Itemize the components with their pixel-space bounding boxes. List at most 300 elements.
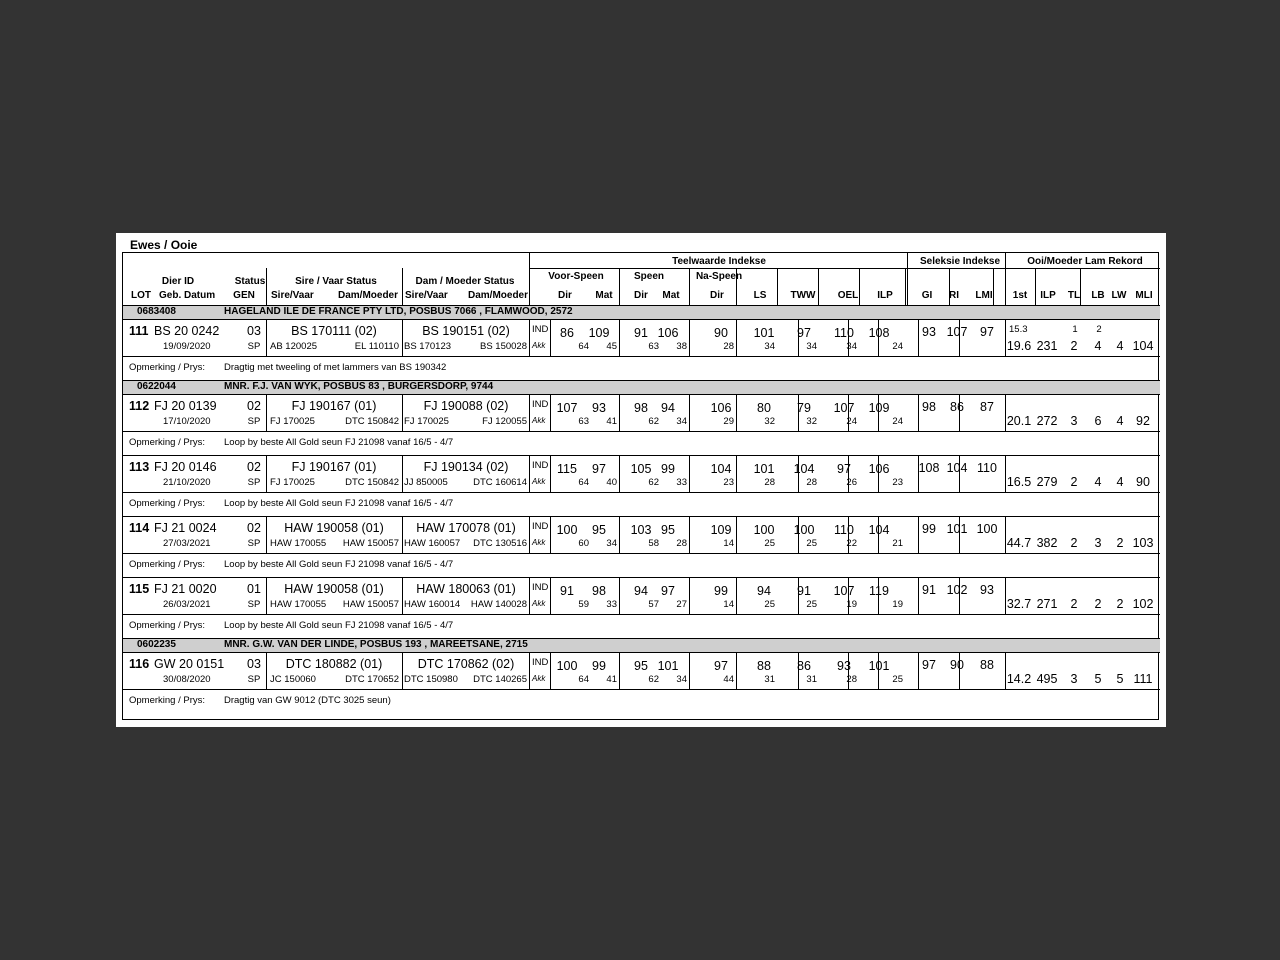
sp-mat-header: Mat — [662, 290, 680, 301]
remark-text: Loop by beste All Gold seun FJ 21098 vanaf 16/5 - 4/7 — [224, 559, 454, 570]
oel-value: 107 — [833, 584, 855, 598]
sp-mat-accuracy: 27 — [676, 599, 687, 610]
ls-value: 80 — [757, 401, 771, 415]
akk-label: Akk — [532, 538, 546, 547]
sire-id: HAW 190058 (01) — [284, 582, 384, 596]
voor-speen-header: Voor-Speen — [548, 271, 604, 282]
vs-dir-value: 91 — [560, 584, 574, 598]
mli-value: 92 — [1136, 414, 1150, 428]
dam-id: FJ 190088 (02) — [423, 399, 509, 413]
na-dir-value: 97 — [714, 659, 728, 673]
lot-number: 112 — [129, 399, 150, 413]
dam-sire-id: HAW 160057 — [404, 538, 461, 549]
column-line — [918, 319, 919, 356]
column-line — [266, 394, 267, 431]
lw-value: 5 — [1116, 672, 1124, 686]
dier-id-header: Dier ID — [161, 276, 195, 287]
column-line — [550, 577, 551, 614]
sire-dam-id: HAW 150057 — [342, 538, 399, 549]
lmi-value: 93 — [980, 583, 994, 597]
sp-dir-value: 94 — [634, 584, 648, 598]
column-line — [619, 516, 620, 553]
tww-value: 86 — [797, 659, 811, 673]
generation: 01 — [247, 582, 261, 596]
na-dir-value: 109 — [710, 523, 732, 537]
mli-value: 102 — [1132, 597, 1154, 611]
sp-dir-accuracy: 58 — [648, 538, 659, 549]
sp-dir-value: 91 — [634, 326, 648, 340]
dam-id: HAW 180063 (01) — [416, 582, 516, 596]
column-line — [619, 268, 620, 305]
sire-dam-id: EL 110110 — [354, 341, 399, 352]
sp-dir-value: 105 — [630, 462, 652, 476]
sp-mat-accuracy: 34 — [676, 416, 687, 427]
column-line — [402, 319, 403, 356]
ooi-ilp-value: 382 — [1036, 536, 1058, 550]
sire-sire-id: HAW 170055 — [270, 599, 327, 610]
seleksie-header: Seleksie Indekse — [919, 256, 1001, 267]
first-value: 44.7 — [1006, 536, 1032, 550]
remark-text: Loop by beste All Gold seun FJ 21098 vanaf 16/5 - 4/7 — [224, 620, 454, 631]
tww-accuracy: 25 — [806, 599, 817, 610]
column-line — [529, 253, 530, 305]
ilp-accuracy: 24 — [892, 341, 903, 352]
dam-dam-id: FJ 120055 — [482, 416, 527, 427]
sire-dam-id: HAW 150057 — [342, 599, 399, 610]
vs-mat-accuracy: 40 — [606, 477, 617, 488]
column-line — [266, 516, 267, 553]
dier-id: FJ 20 0139 — [154, 399, 217, 413]
tww-value: 97 — [797, 326, 811, 340]
column-line — [736, 394, 737, 431]
column-line — [266, 652, 267, 689]
mli-value: 104 — [1132, 339, 1154, 353]
lmi-value: 100 — [976, 522, 998, 536]
owner-name: HAGELAND ILE DE FRANCE PTY LTD, POSBUS 7066 , FLAMWOOD, 2572 — [224, 306, 573, 317]
ri-header: RI — [949, 290, 959, 301]
column-line — [529, 577, 530, 614]
owner-code: 0602235 — [137, 639, 176, 650]
sp-dir-accuracy: 62 — [648, 477, 659, 488]
akk-label: Akk — [532, 416, 546, 425]
birth-date: 30/08/2020 — [163, 674, 211, 685]
remark-label: Opmerking / Prys: — [129, 498, 206, 509]
vs-dir-accuracy: 60 — [578, 538, 589, 549]
ilp-accuracy: 19 — [892, 599, 903, 610]
lb-value: 3 — [1094, 536, 1102, 550]
dam-status-header: Dam / Moeder Status — [415, 276, 515, 287]
vs-mat-value: 99 — [592, 659, 606, 673]
birth-date: 21/10/2020 — [163, 477, 211, 488]
column-line — [1080, 268, 1081, 305]
column-line — [619, 319, 620, 356]
sire-dam-id: DTC 170652 — [345, 674, 399, 685]
status-code: SP — [247, 674, 261, 685]
column-line — [736, 652, 737, 689]
remark-label: Opmerking / Prys: — [129, 362, 206, 373]
column-line — [907, 253, 908, 305]
sire-dam-id: DTC 150842 — [345, 416, 399, 427]
ewes-table — [122, 252, 1159, 720]
mli-value: 90 — [1136, 475, 1150, 489]
vs-dir-accuracy: 64 — [578, 674, 589, 685]
gen-header: GEN — [233, 290, 255, 301]
teelwaarde-header: Teelwaarde Indekse — [672, 256, 766, 267]
akk-label: Akk — [532, 674, 546, 683]
lw-value: 2 — [1116, 597, 1124, 611]
vs-mat-accuracy: 34 — [606, 538, 617, 549]
ls-accuracy: 25 — [764, 538, 775, 549]
column-line — [529, 652, 530, 689]
gi-value: 97 — [922, 658, 936, 672]
sire-id: FJ 190167 (01) — [291, 460, 377, 474]
column-line — [918, 577, 919, 614]
first-header: 1st — [1012, 290, 1028, 301]
gi-value: 93 — [922, 325, 936, 339]
birth-date: 27/03/2021 — [163, 538, 211, 549]
sire-id: HAW 190058 (01) — [284, 521, 384, 535]
rule-line — [529, 268, 1160, 269]
vs-dir-header: Dir — [558, 290, 572, 301]
page-title: Ewes / Ooie — [130, 238, 198, 252]
dam-dam-moeder-header: Dam/Moeder — [468, 290, 529, 301]
remark-text: Dragtig van GW 9012 (DTC 3025 seun) — [224, 695, 391, 706]
vs-mat-value: 93 — [592, 401, 606, 415]
ilp-value: 104 — [868, 523, 890, 537]
dam-id: BS 190151 (02) — [422, 324, 510, 338]
column-line — [402, 652, 403, 689]
vs-dir-value: 100 — [556, 659, 578, 673]
lmi-value: 110 — [977, 461, 997, 475]
na-dir-value: 104 — [710, 462, 732, 476]
tl-value: 2 — [1070, 597, 1078, 611]
ri-value: 107 — [946, 325, 968, 339]
na-dir-header: Dir — [710, 290, 724, 301]
tww-accuracy: 28 — [806, 477, 817, 488]
na-dir-value: 99 — [714, 584, 728, 598]
dam-dam-id: DTC 130516 — [473, 538, 527, 549]
ooi-ilp-value: 231 — [1036, 339, 1058, 353]
vs-mat-accuracy: 41 — [606, 416, 617, 427]
first-value: 32.7 — [1006, 597, 1032, 611]
dier-id: FJ 20 0146 — [154, 460, 217, 474]
ooi-ilp-value: 495 — [1036, 672, 1058, 686]
sire-id: DTC 180882 (01) — [285, 657, 383, 671]
column-line — [550, 516, 551, 553]
column-line — [993, 268, 994, 305]
vs-mat-value: 109 — [588, 326, 610, 340]
lot-number: 111 — [129, 324, 149, 338]
column-line — [619, 652, 620, 689]
oel-value: 97 — [837, 462, 851, 476]
vs-mat-value: 97 — [592, 462, 606, 476]
column-line — [918, 394, 919, 431]
ilp-value: 106 — [868, 462, 890, 476]
oel-accuracy: 26 — [846, 477, 857, 488]
sire-sire-id: AB 120025 — [270, 341, 318, 352]
ilp-accuracy: 21 — [892, 538, 903, 549]
ls-accuracy: 28 — [764, 477, 775, 488]
generation: 03 — [247, 657, 261, 671]
column-line — [818, 268, 819, 305]
vs-mat-header: Mat — [595, 290, 613, 301]
tl-value: 2 — [1070, 339, 1078, 353]
ooi-ilp-value: 271 — [1036, 597, 1058, 611]
sp-mat-accuracy: 33 — [676, 477, 687, 488]
oel-value: 93 — [837, 659, 851, 673]
first-value: 14.2 — [1006, 672, 1032, 686]
rule-line — [123, 492, 1160, 493]
column-line — [736, 577, 737, 614]
na-dir-accuracy: 44 — [723, 674, 734, 685]
mli-value: 103 — [1132, 536, 1154, 550]
dam-dam-id: DTC 160614 — [473, 477, 527, 488]
sire-status-header: Sire / Vaar Status — [295, 276, 377, 287]
dam-sire-id: BS 170123 — [404, 341, 452, 352]
tww-value: 79 — [797, 401, 811, 415]
dier-id: FJ 21 0024 — [154, 521, 217, 535]
na-dir-accuracy: 14 — [723, 538, 734, 549]
ooi-ilp-value: 279 — [1036, 475, 1058, 489]
column-line — [619, 455, 620, 492]
sp-dir-accuracy: 62 — [648, 674, 659, 685]
akk-label: Akk — [532, 599, 546, 608]
lot-header: LOT — [131, 290, 151, 301]
column-line — [402, 268, 403, 305]
sire-vaar-header: Sire/Vaar — [271, 290, 314, 301]
lb-value: 2 — [1094, 597, 1102, 611]
sire-sire-id: HAW 170055 — [270, 538, 327, 549]
sp-mat-accuracy: 34 — [676, 674, 687, 685]
owner-code: 0683408 — [137, 306, 176, 317]
sire-sire-id: FJ 170025 — [270, 416, 315, 427]
lmi-header: LMI — [975, 290, 993, 301]
sp-mat-value: 95 — [661, 523, 675, 537]
first-top-value: 15.3 — [1009, 324, 1028, 335]
mli-header: MLI — [1135, 290, 1153, 301]
na-dir-value: 106 — [710, 401, 732, 415]
sire-dam-moeder-header: Dam/Moeder — [338, 290, 399, 301]
column-line — [402, 577, 403, 614]
birth-date: 26/03/2021 — [163, 599, 211, 610]
ilp-value: 101 — [868, 659, 890, 673]
column-line — [918, 652, 919, 689]
column-line — [689, 455, 690, 492]
lb-value: 6 — [1094, 414, 1102, 428]
sp-dir-header: Dir — [634, 290, 648, 301]
tww-accuracy: 25 — [806, 538, 817, 549]
rule-line — [123, 356, 1160, 357]
ri-value: 86 — [950, 400, 964, 414]
ls-value: 94 — [757, 584, 771, 598]
vs-dir-accuracy: 59 — [578, 599, 589, 610]
oel-header: OEL — [837, 290, 859, 301]
lmi-value: 88 — [980, 658, 994, 672]
sp-dir-value: 103 — [630, 523, 652, 537]
speen-header: Speen — [633, 271, 665, 282]
dam-dam-id: HAW 140028 — [470, 599, 527, 610]
ls-value: 101 — [753, 462, 775, 476]
ilp-value: 108 — [868, 326, 890, 340]
owner-name: MNR. G.W. VAN DER LINDE, POSBUS 193 , MAREETSANE, 2715 — [224, 639, 528, 650]
status-code: SP — [247, 599, 261, 610]
column-line — [266, 319, 267, 356]
sp-dir-value: 98 — [634, 401, 648, 415]
column-line — [402, 394, 403, 431]
tl-value: 2 — [1070, 475, 1078, 489]
column-line — [619, 577, 620, 614]
oel-accuracy: 22 — [846, 538, 857, 549]
lw-value: 2 — [1116, 536, 1124, 550]
lb-value: 4 — [1094, 475, 1102, 489]
vs-mat-value: 98 — [592, 584, 606, 598]
column-line — [266, 577, 267, 614]
column-line — [689, 577, 690, 614]
sire-sire-id: JC 150060 — [270, 674, 316, 685]
lot-number: 115 — [129, 582, 150, 596]
lot-number: 113 — [129, 460, 150, 474]
column-line — [689, 268, 690, 305]
ilp-header: ILP — [877, 290, 893, 301]
akk-label: Akk — [532, 477, 546, 486]
remark-text: Loop by beste All Gold seun FJ 21098 vanaf 16/5 - 4/7 — [224, 498, 454, 509]
column-line — [529, 394, 530, 431]
generation: 02 — [247, 521, 261, 535]
ri-value: 90 — [950, 658, 964, 672]
column-line — [619, 394, 620, 431]
tww-value: 91 — [797, 584, 811, 598]
lmi-value: 87 — [980, 400, 994, 414]
vs-mat-accuracy: 33 — [606, 599, 617, 610]
column-line — [550, 455, 551, 492]
column-line — [550, 652, 551, 689]
ind-label: IND — [532, 582, 549, 593]
tww-value: 104 — [793, 462, 815, 476]
ooi-header: Ooi/Moeder Lam Rekord — [1027, 256, 1143, 267]
ri-value: 104 — [946, 461, 968, 475]
ooi-ilp-value: 272 — [1036, 414, 1058, 428]
tww-accuracy: 32 — [806, 416, 817, 427]
rule-line — [123, 689, 1160, 690]
generation: 03 — [247, 324, 261, 338]
column-line — [266, 455, 267, 492]
lot-number: 116 — [129, 657, 150, 671]
ilp-value: 119 — [869, 584, 889, 598]
lw-header: LW — [1111, 290, 1127, 301]
na-dir-accuracy: 14 — [723, 599, 734, 610]
dam-sire-vaar-header: Sire/Vaar — [405, 290, 448, 301]
lb-top-value: 2 — [1096, 324, 1102, 335]
ind-label: IND — [532, 324, 549, 335]
sp-mat-value: 106 — [657, 326, 679, 340]
column-line — [550, 319, 551, 356]
oel-accuracy: 19 — [846, 599, 857, 610]
ls-accuracy: 25 — [764, 599, 775, 610]
oel-value: 110 — [834, 523, 854, 537]
gi-value: 98 — [922, 400, 936, 414]
tww-value: 100 — [793, 523, 815, 537]
akk-label: Akk — [532, 341, 546, 350]
ri-value: 102 — [946, 583, 968, 597]
owner-name: MNR. F.J. VAN WYK, POSBUS 83 , BURGERSDORP, 9744 — [224, 381, 494, 392]
column-line — [689, 394, 690, 431]
gi-value: 108 — [918, 461, 940, 475]
ls-header: LS — [753, 290, 767, 301]
status-code: SP — [247, 416, 261, 427]
first-value: 19.6 — [1006, 339, 1032, 353]
column-line — [529, 455, 530, 492]
dier-id: BS 20 0242 — [154, 324, 220, 338]
geb-datum-header: Geb. Datum — [159, 290, 216, 301]
owner-code: 0622044 — [137, 381, 176, 392]
tww-header: TWW — [790, 290, 816, 301]
ind-label: IND — [532, 399, 549, 410]
dam-id: DTC 170862 (02) — [417, 657, 515, 671]
dier-id: FJ 21 0020 — [154, 582, 217, 596]
column-line — [402, 455, 403, 492]
na-dir-accuracy: 23 — [723, 477, 734, 488]
sire-id: BS 170111 (02) — [291, 324, 377, 338]
column-line — [736, 319, 737, 356]
oel-accuracy: 28 — [846, 674, 857, 685]
generation: 02 — [247, 460, 261, 474]
ind-label: IND — [532, 460, 549, 471]
lb-value: 4 — [1094, 339, 1102, 353]
lw-value: 4 — [1116, 475, 1124, 489]
sp-mat-value: 99 — [661, 462, 675, 476]
sp-mat-value: 94 — [661, 401, 675, 415]
birth-date: 17/10/2020 — [163, 416, 211, 427]
column-line — [736, 516, 737, 553]
column-line — [736, 455, 737, 492]
ilp-value: 109 — [868, 401, 890, 415]
column-line — [529, 319, 530, 356]
dier-id: GW 20 0151 — [154, 657, 225, 671]
status-code: SP — [247, 341, 261, 352]
dam-sire-id: DTC 150980 — [404, 674, 458, 685]
dam-sire-id: JJ 850005 — [404, 477, 448, 488]
lb-header: LB — [1091, 290, 1105, 301]
ls-value: 101 — [753, 326, 775, 340]
dam-dam-id: DTC 140265 — [473, 674, 527, 685]
sp-mat-value: 101 — [657, 659, 679, 673]
birth-date: 19/09/2020 — [163, 341, 211, 352]
lot-number: 114 — [129, 521, 150, 535]
ooi-ilp-header: ILP — [1040, 290, 1056, 301]
dam-sire-id: HAW 160014 — [404, 599, 461, 610]
column-line — [905, 268, 906, 305]
rule-line — [123, 431, 1160, 432]
remark-label: Opmerking / Prys: — [129, 620, 206, 631]
na-dir-accuracy: 29 — [723, 416, 734, 427]
column-line — [402, 516, 403, 553]
ri-value: 101 — [946, 522, 968, 536]
oel-value: 107 — [833, 401, 855, 415]
rule-line — [123, 553, 1160, 554]
ilp-accuracy: 24 — [892, 416, 903, 427]
sire-dam-id: DTC 150842 — [345, 477, 399, 488]
na-speen-header: Na-Speen — [695, 271, 743, 282]
sire-id: FJ 190167 (01) — [291, 399, 377, 413]
vs-dir-accuracy: 63 — [578, 416, 589, 427]
remark-label: Opmerking / Prys: — [129, 559, 206, 570]
dam-dam-id: BS 150028 — [479, 341, 527, 352]
dam-sire-id: FJ 170025 — [404, 416, 449, 427]
dam-id: FJ 190134 (02) — [423, 460, 509, 474]
sp-mat-value: 97 — [661, 584, 675, 598]
remark-label: Opmerking / Prys: — [129, 437, 206, 448]
oel-value: 110 — [834, 326, 854, 340]
